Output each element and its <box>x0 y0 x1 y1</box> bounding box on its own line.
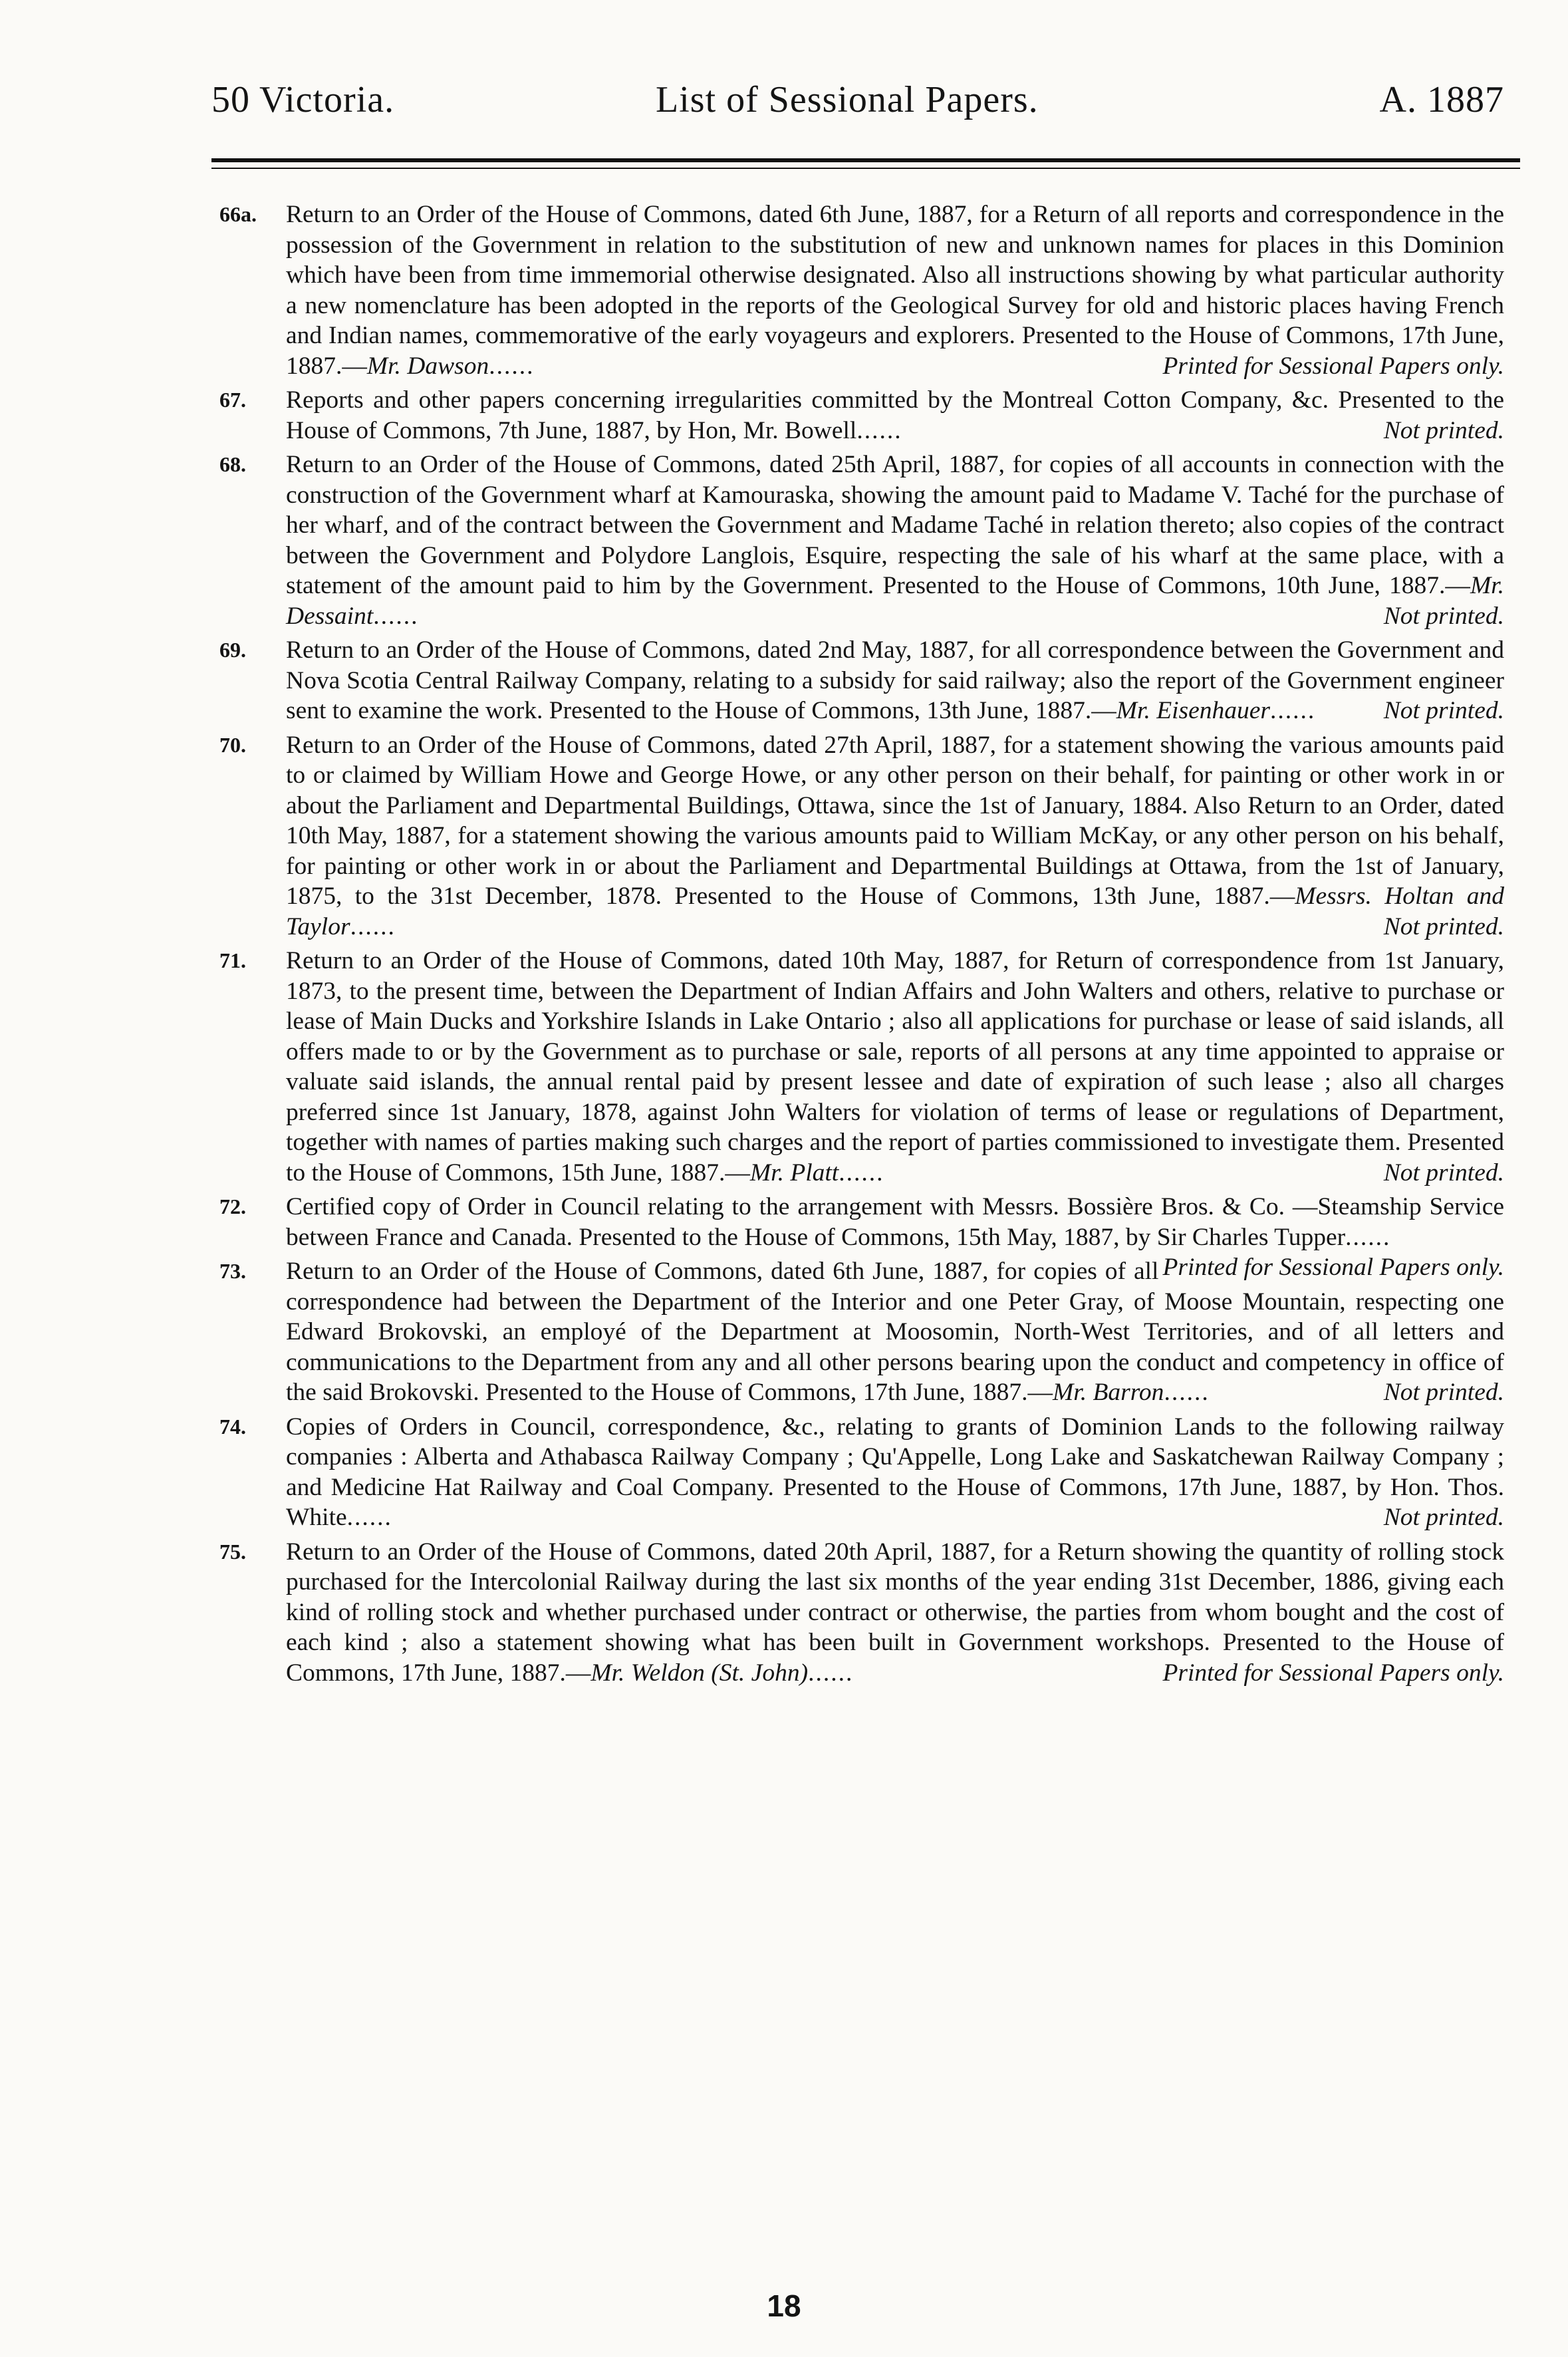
entry-status: Not printed. <box>1383 1379 1504 1406</box>
entry-71: 71. Return to an Order of the House of Commons, dated 10th May, 1887, for Return of correspondence from 1st January, 1873, to the present time, between the Department of Indian Affairs and John Walters and others, relative to purchase or lease of Main Ducks and Yorkshire Islands in Lake Ontario ; also all applications for purchase or lease of said islands, all offers made to or by the Government as to purchase or sale, reports of all persons at any time appointed to appraise or valuate said islands, the annual rental paid by present lessee and date of expiration of such lease ; also all charges preferred since 1st January, 1878, against John Walters for violation of terms of lease or regulations of Department, together with names of parties making such charges and the report of parties commissioned to investigate them. Presented to the House of Commons, 15th June, 1887.—Mr. Platt...... Not printed. <box>219 946 1504 1188</box>
entry-status: Not printed. <box>1383 912 1504 940</box>
entry-number: 67. <box>219 388 246 412</box>
entry-73: 73. Return to an Order of the House of Commons, dated 6th June, 1887, for copies of all correspondence had between the Department of the Interior and one Peter Gray, of Moose Mountain, respecting one Edward Brokovski, an employé of the Department at Moosomin, North-West Territories, and of all letters and communications to the Department from any and all other persons bearing upon the conduct and competency in office of the said Brokovski. Presented to the House of Commons, 17th June, 1887.—Mr. Barron...... Not printed. <box>219 1256 1504 1408</box>
entry-66a: 66a. Return to an Order of the House of Commons, dated 6th June, 1887, for a Return of all reports and correspondence in the possession of the Government in relation to the substitution of new and unknown names for places in this Dominion which have been from time immemorial otherwise designated. Also all instructions showing by what particular authority a new nomenclature has been adopted in the reports of the Geological Survey for old and historic places having French and Indian names, commemorative of the early voyageurs and explorers. Presented to the House of Commons, 17th June, 1887.—Mr. Dawson...... Printed for Sessional Papers only. <box>219 200 1504 381</box>
entry-text: Return to an Order of the House of Commons, dated 27th April, 1887, for a statement showing the various amounts paid to or claimed by William Howe and George Howe, or any other person on their behalf, for painting or other work in or about the Parliament and Departmental Buildings, Ottawa, since the 1st of January, 1884. Also Return to an Order, dated 10th May, 1887, for a statement showing the various amounts paid to William McKay, or any other person on his behalf, for painting or other work in or about the Parliament and Departmental Buildings at Ottawa, from the 1st of January, 1875, to the 31st December, 1878. Presented to the House of Commons, 13th June, 1887.— <box>286 731 1504 910</box>
header-rule-thick <box>211 158 1520 162</box>
entry-text: Return to an Order of the House of Commons, dated 10th May, 1887, for Return of correspondence from 1st January, 1873, to the present time, between the Department of Indian Affairs and John Walters and others, relative to purchase or lease of Main Ducks and Yorkshire Islands in Lake Ontario ; also all applications for purchase or lease of said islands, all offers made to or by the Government as to purchase or sale, reports of all persons at any time appointed to appraise or valuate said islands, the annual rental paid by present lessee and date of expiration of such lease ; also all charges preferred since 1st January, 1878, against John Walters for violation of terms of lease or regulations of Department, together with names of parties making such charges and the report of parties commissioned to investigate them. Presented to the House of Commons, 15th June, 1887.— <box>286 947 1504 1186</box>
entry-status: Printed for Sessional Papers only. <box>1162 1254 1504 1281</box>
entry-70: 70. Return to an Order of the House of Commons, dated 27th April, 1887, for a statement showing the various amounts paid to or claimed by William Howe and George Howe, or any other person on their behalf, for painting or other work in or about the Parliament and Departmental Buildings, Ottawa, since the 1st of January, 1884. Also Return to an Order, dated 10th May, 1887, for a statement showing the various amounts paid to William McKay, or any other person on his behalf, for painting or other work in or about the Parliament and Departmental Buildings at Ottawa, from the 1st of January, 1875, to the 31st December, 1878. Presented to the House of Commons, 13th June, 1887.—Messrs. Holtan and Taylor...... Not printed. <box>219 730 1504 942</box>
header-year: A. 1887 <box>1379 79 1504 120</box>
entry-number: 68. <box>219 452 246 476</box>
entry-text: Certified copy of Order in Council relating to the arrangement with Messrs. Bossière Bros. & Co. —Steamship Service between France and Canada. Presented to the House of Commons, 15th May, 1887, by Sir Charles Tupper <box>286 1193 1504 1251</box>
header-rule-thin <box>211 168 1520 169</box>
entry-mover: Mr. Eisenhauer <box>1116 697 1271 724</box>
entry-mover: Mr. Dessaint <box>286 572 1504 630</box>
entry-mover: Mr. Dawson <box>366 352 489 380</box>
entry-mover: Mr. Weldon (St. John) <box>590 1659 809 1687</box>
entry-74: 74. Copies of Orders in Council, correspondence, &c., relating to grants of Dominion Lands to the following railway companies : Alberta and Athabasca Railway Company ; Qu'Appelle, Long Lake and Saskatchewan Railway Company ; and Medicine Hat Railway and Coal Company. Presented to the House of Commons, 17th June, 1887, by Hon. Thos. White...... Not printed. <box>219 1412 1504 1533</box>
header-session: 50 Victoria. <box>211 79 395 120</box>
entry-68: 68. Return to an Order of the House of Commons, dated 25th April, 1887, for copies of all accounts in connection with the construction of the Government wharf at Kamouraska, showing the amount paid to Madame V. Taché for the purchase of her wharf, and of the contract between the Government and Madame Taché in relation thereto; also copies of the contract between the Government and Polydore Langlois, Esquire, respecting the sale of his wharf at the same place, with a statement of the amount paid to him by the Government. Presented to the House of Commons, 10th June, 1887.—Mr. Dessaint...... Not printed. <box>219 450 1504 631</box>
entry-number: 75. <box>219 1539 246 1564</box>
page-number: 18 <box>767 2288 801 2323</box>
entry-status: Not printed. <box>1383 697 1504 724</box>
entry-72: 72. Certified copy of Order in Council relating to the arrangement with Messrs. Bossière Bros. & Co. —Steamship Service between France and Canada. Presented to the House of Commons, 15th May, 1887, by Sir Charles Tupper...... Printed for Sessional Papers only. <box>219 1192 1504 1252</box>
entry-status: Not printed. <box>1383 602 1504 630</box>
entry-text: Return to an Order of the House of Commons, dated 20th April, 1887, for a Return showing the quantity of rolling stock purchased for the Intercolonial Railway during the last six months of the year ending 31st December, 1886, giving each kind of rolling stock and whether purchased under contract or otherwise, the parties from whom bought and the cost of each kind ; also a statement showing what has been built in Government workshops. Presented to the House of Commons, 17th June, 1887.— <box>286 1538 1504 1687</box>
entry-number: 73. <box>219 1259 246 1283</box>
entry-status: Printed for Sessional Papers only. <box>1162 1659 1504 1687</box>
entry-text: Return to an Order of the House of Commons, dated 2nd May, 1887, for all correspondence between the Government and Nova Scotia Central Railway Company, relating to a subsidy for said railway; also the report of the Government engineer sent to examine the work. Presented to the House of Commons, 13th June, 1887.— <box>286 636 1504 724</box>
entry-75: 75. Return to an Order of the House of Commons, dated 20th April, 1887, for a Return showing the quantity of rolling stock purchased for the Intercolonial Railway during the last six months of the year ending 31st December, 1886, giving each kind of rolling stock and whether purchased under contract or otherwise, the parties from whom bought and the cost of each kind ; also a statement showing what has been built in Government workshops. Presented to the House of Commons, 17th June, 1887.—Mr. Weldon (St. John)...... Printed for Sessional Papers only. <box>219 1537 1504 1689</box>
entry-text: Reports and other papers concerning irregularities committed by the Montreal Cotton Company, &c. Presented to the House of Commons, 7th June, 1887, by Hon, Mr. Bowell <box>286 386 1504 444</box>
entry-number: 72. <box>219 1194 246 1218</box>
entry-text: Return to an Order of the House of Commons, dated 25th April, 1887, for copies of all accounts in connection with the construction of the Government wharf at Kamouraska, showing the amount paid to Madame V. Taché for the purchase of her wharf, and of the contract between the Government and Madame Taché in relation thereto; also copies of the contract between the Government and Polydore Langlois, Esquire, respecting the sale of his wharf at the same place, with a statement of the amount paid to him by the Government. Presented to the House of Commons, 10th June, 1887.— <box>286 451 1504 599</box>
entry-status: Not printed. <box>1383 416 1504 444</box>
entry-text: Copies of Orders in Council, correspondence, &c., relating to grants of Dominion Lands to the following railway companies : Alberta and Athabasca Railway Company ; Qu'Appelle, Long Lake and Saskatchewan Railway Company ; and Medicine Hat Railway and Coal Company. Presented to the House of Commons, 17th June, 1887, by Hon. Thos. White <box>286 1413 1504 1531</box>
entry-number: 71. <box>219 948 246 972</box>
entry-number: 66a. <box>219 202 257 226</box>
entry-status: Printed for Sessional Papers only. <box>1162 352 1504 380</box>
entry-mover: Messrs. Holtan and Taylor <box>286 883 1504 940</box>
entry-text: Return to an Order of the House of Commons, dated 6th June, 1887, for a Return of all reports and correspondence in the possession of the Government in relation to the substitution of new and unknown names for places in this Dominion which have been from time immemorial otherwise designated. Also all instructions showing by what particular authority a new nomenclature has been adopted in the reports of the Geological Survey for old and historic places having French and Indian names, commemorative of the early voyageurs and explorers. Presented to the House of Commons, 17th June, 1887.— <box>286 201 1504 380</box>
entry-status: Not printed. <box>1383 1159 1504 1186</box>
entry-status: Not printed. <box>1383 1504 1504 1531</box>
entry-69: 69. Return to an Order of the House of Commons, dated 2nd May, 1887, for all correspondence between the Government and Nova Scotia Central Railway Company, relating to a subsidy for said railway; also the report of the Government engineer sent to examine the work. Presented to the House of Commons, 13th June, 1887.—Mr. Eisenhauer...... Not printed. <box>219 635 1504 726</box>
header-title: List of Sessional Papers. <box>656 79 1039 120</box>
entry-mover: Mr. Platt <box>749 1159 839 1186</box>
entry-number: 70. <box>219 732 246 757</box>
entry-number: 74. <box>219 1414 246 1439</box>
entry-number: 69. <box>219 638 246 662</box>
sessional-paper-list <box>219 200 1504 1692</box>
entry-text: Return to an Order of the House of Commons, dated 6th June, 1887, for copies of all correspondence had between the Department of the Interior and one Peter Gray, of Moose Mountain, respecting one Edward Brokovski, an employé of the Department at Moosomin, North-West Territories, and of all letters and communications to the Department from any and all other persons bearing upon the conduct and competency in office of the said Brokovski. Presented to the House of Commons, 17th June, 1887.— <box>286 1258 1504 1406</box>
running-header <box>211 78 1504 121</box>
entry-67: 67. Reports and other papers concerning irregularities committed by the Montreal Cotton Company, &c. Presented to the House of Commons, 7th June, 1887, by Hon, Mr. Bowell...... Not printed. <box>219 385 1504 446</box>
entry-mover: Mr. Barron <box>1053 1379 1164 1406</box>
